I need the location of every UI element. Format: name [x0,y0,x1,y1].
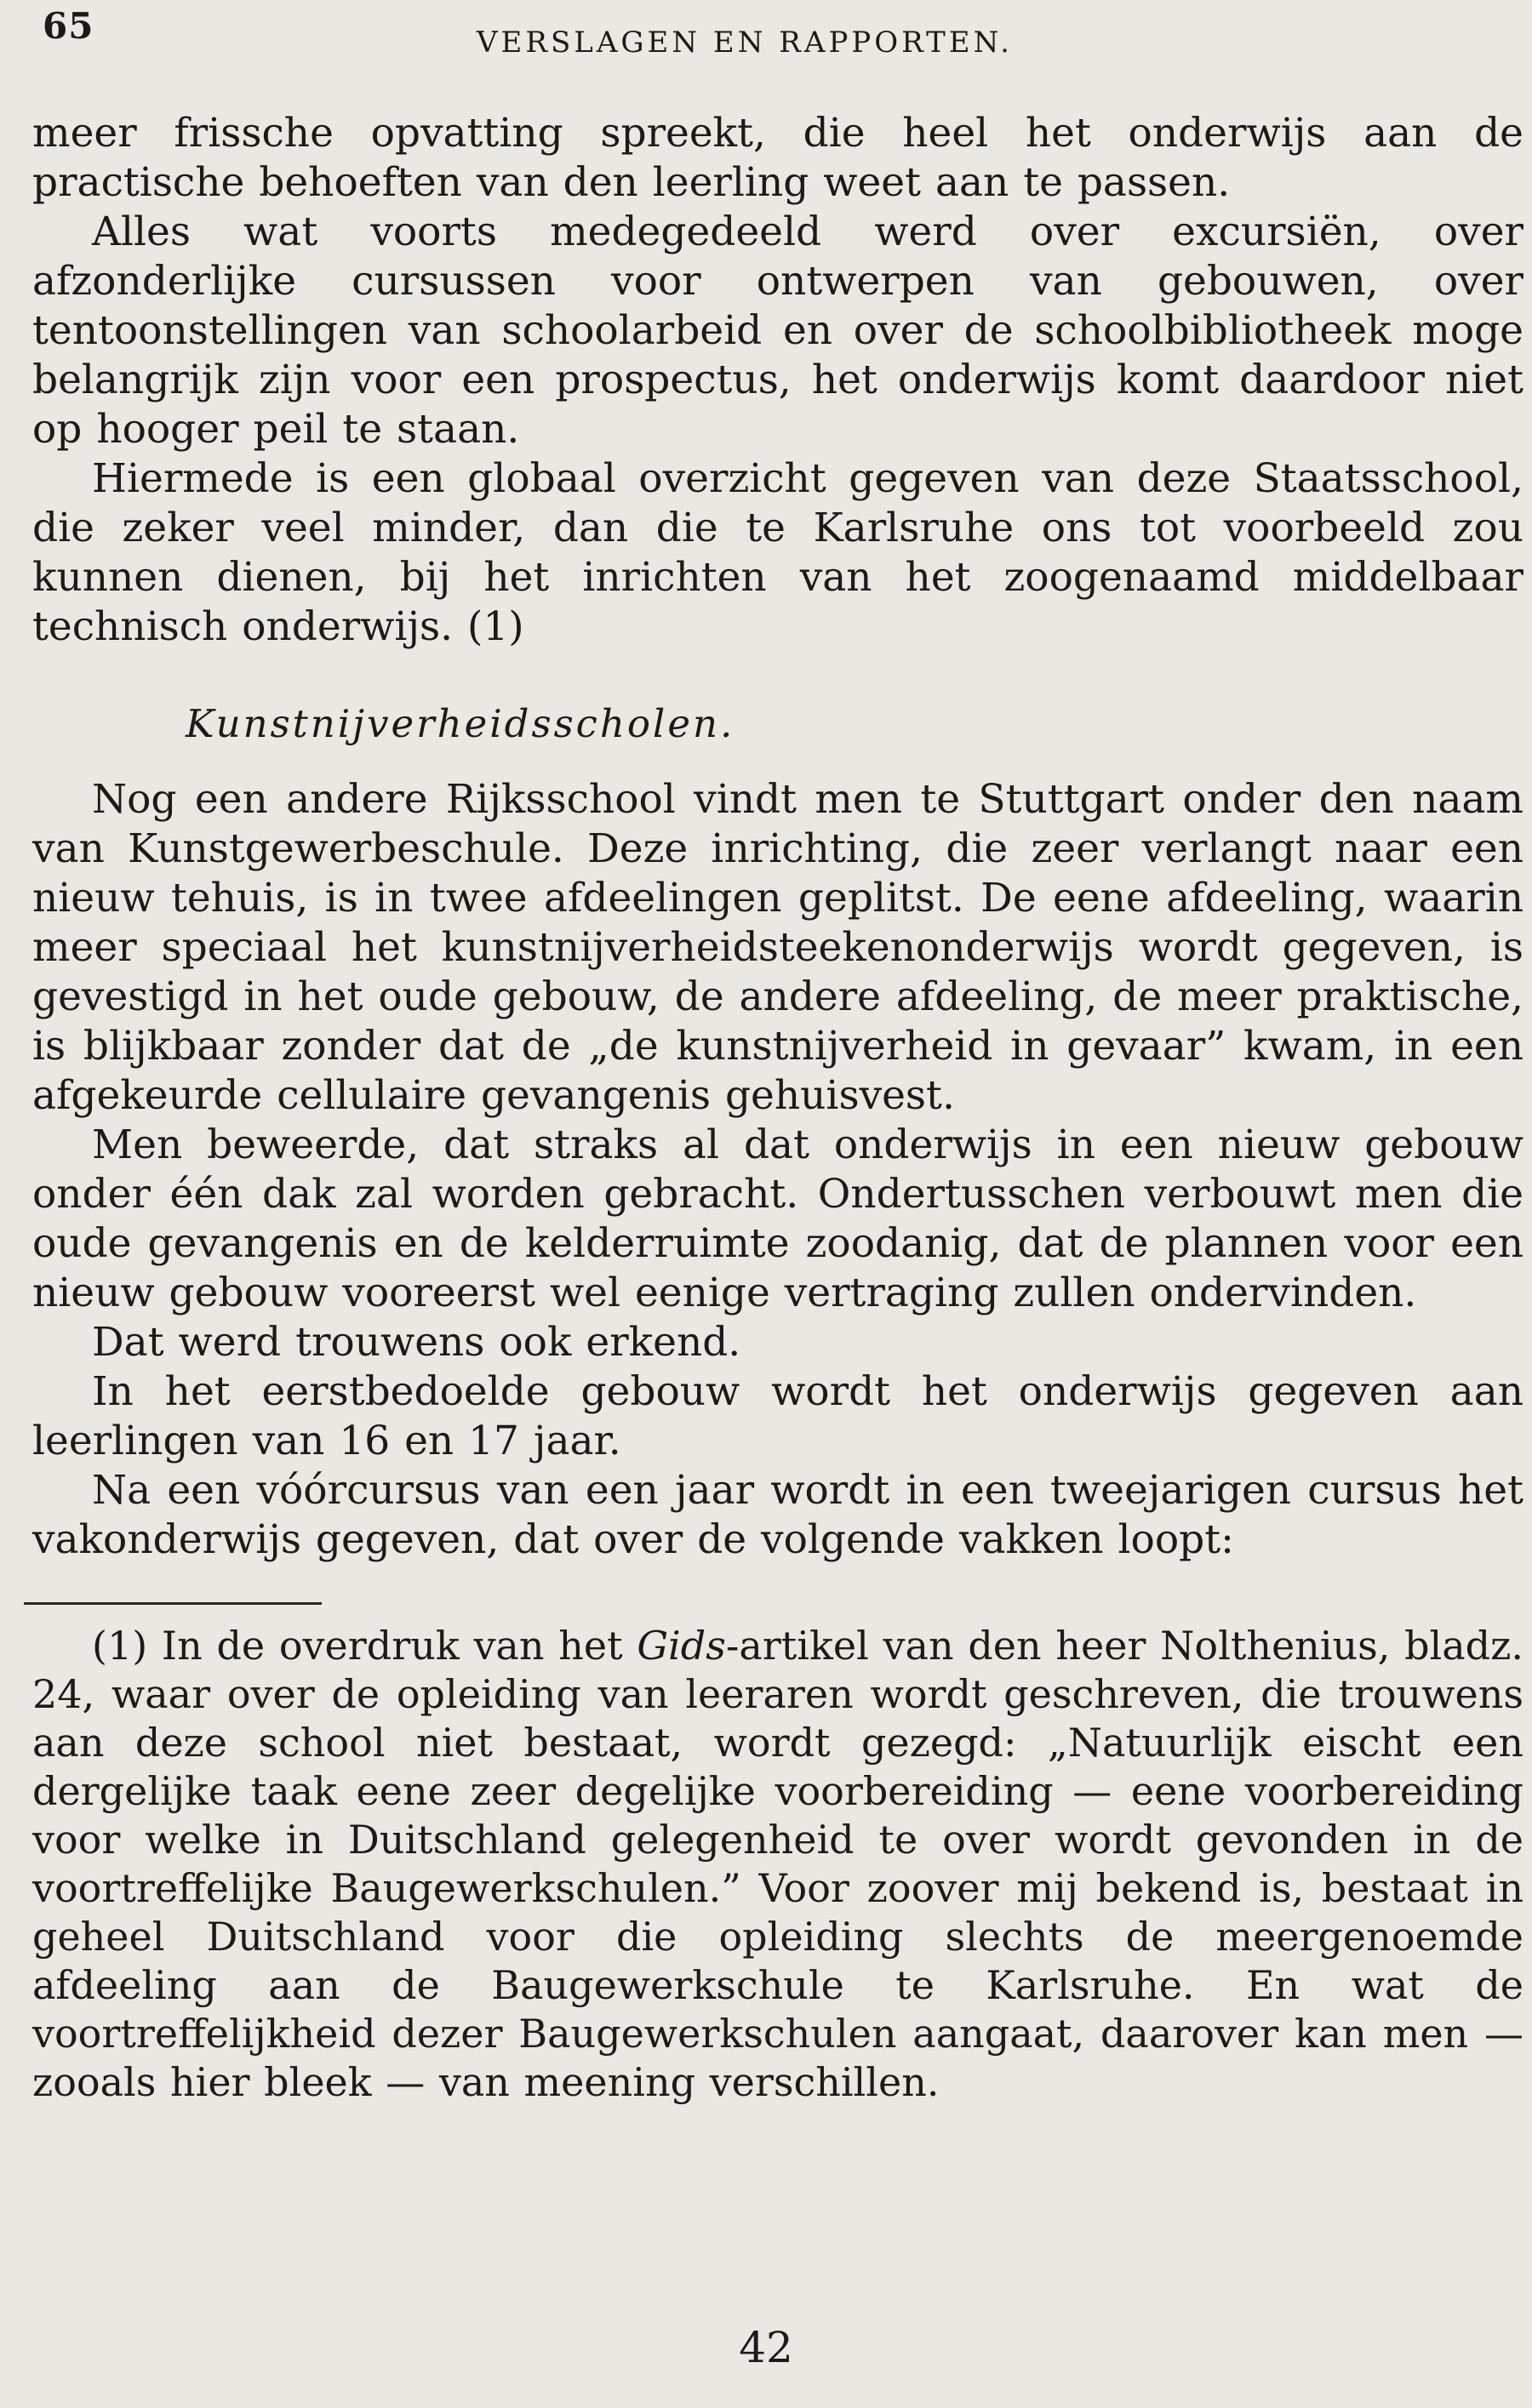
paragraph: In het eerstbedoelde gebouw wordt het onderwijs gegeven aan leerlingen van 16 en 17 jaar. [32,1368,1523,1464]
main-text [32,109,1523,2107]
paragraph: Nog een andere Rijksschool vindt men te Stuttgart onder den naam van Kunstgewerbeschule. Deze inrichting, die zeer verlangt naar een nieuw tehuis, is in twee afdeelingen geplitst. De eene afdeeling, waarin meer speciaal het kunstnijverheidsteekenonderwijs wordt gegeven, is gevestigd in het oude gebouw, de andere afdeeling, de meer praktische, is blijkbaar zonder dat de „de kunstnijverheid in gevaar” kwam, in een afgekeurde cellulaire gevangenis gehuisvest. [32,776,1523,1119]
paragraph: Men beweerde, dat straks al dat onderwijs in een nieuw gebouw onder één dak zal worden gebracht. Ondertusschen verbouwt men die oude gevangenis en de kelderruimte zoodanig, dat de plannen voor een nieuw gebouw vooreerst wel eenige vertraging zullen ondervinden. [32,1121,1523,1316]
paragraph: Na een vóórcursus van een jaar wordt in een tweejarigen cursus het vakonderwijs gegeven, dat over de volgende vakken loopt: [32,1467,1523,1563]
folio-number: 42 [739,2323,793,2372]
footnote-divider [24,1602,322,1605]
paragraph: Alles wat voorts medegedeeld werd over excursiën, over afzonderlijke cursussen voor ontwerpen van gebouwen, over tentoonstellingen van schoolarbeid en over de schoolbibliotheek moge belangrijk zijn voor een prospectus, het onderwijs komt daardoor niet op hooger peil te staan. [32,208,1523,453]
footnote [32,1622,1523,2107]
footnote-text [32,1622,1523,2107]
paragraph: meer frissche opvatting spreekt, die heel het onderwijs aan de practische behoeften van den leerling weet aan te passen. [32,110,1523,206]
footnote-italic: Gids [637,1623,726,1669]
page-header [0,0,1532,68]
footnote-rest: -artikel van den heer Nolthenius, bladz. 24, waar over de opleiding van leeraren wordt geschreven, die trouwens aan deze school niet bestaat, wordt gezegd: „Natuurlijk eischt een dergelijke taak eene zeer degelijke voorbereiding — eene voorbereiding voor welke in Duitschland gelegenheid te over wordt gevonden in de voortreffelijke Baugewerkschulen.” Voor zoover mij bekend is, bestaat in geheel Duitschland voor die opleiding slechts de meergenoemde afdeeling aan de Baugewerkschule te Karlsruhe. En wat de voortreffelijkheid dezer Baugewerkschulen aangaat, daarover kan men — zooals hier bleek — van meening verschillen. [32,1623,1523,2105]
paragraph: Hiermede is een globaal overzicht gegeven van deze Staatsschool, die zeker veel minder, dan die te Karlsruhe ons tot voorbeeld zou kunnen dienen, bij het inrichten van het zoogenaamd middelbaar technisch onderwijs. (1) [32,455,1523,650]
running-title: VERSLAGEN EN RAPPORTEN. [477,26,1013,60]
page-number: 65 [43,5,94,47]
footnote-lead: (1) In de overdruk van het [92,1623,637,1669]
section-heading: Kunstnijverheidsscholen. [186,701,735,746]
paragraph: Dat werd trouwens ook erkend. [92,1319,741,1366]
